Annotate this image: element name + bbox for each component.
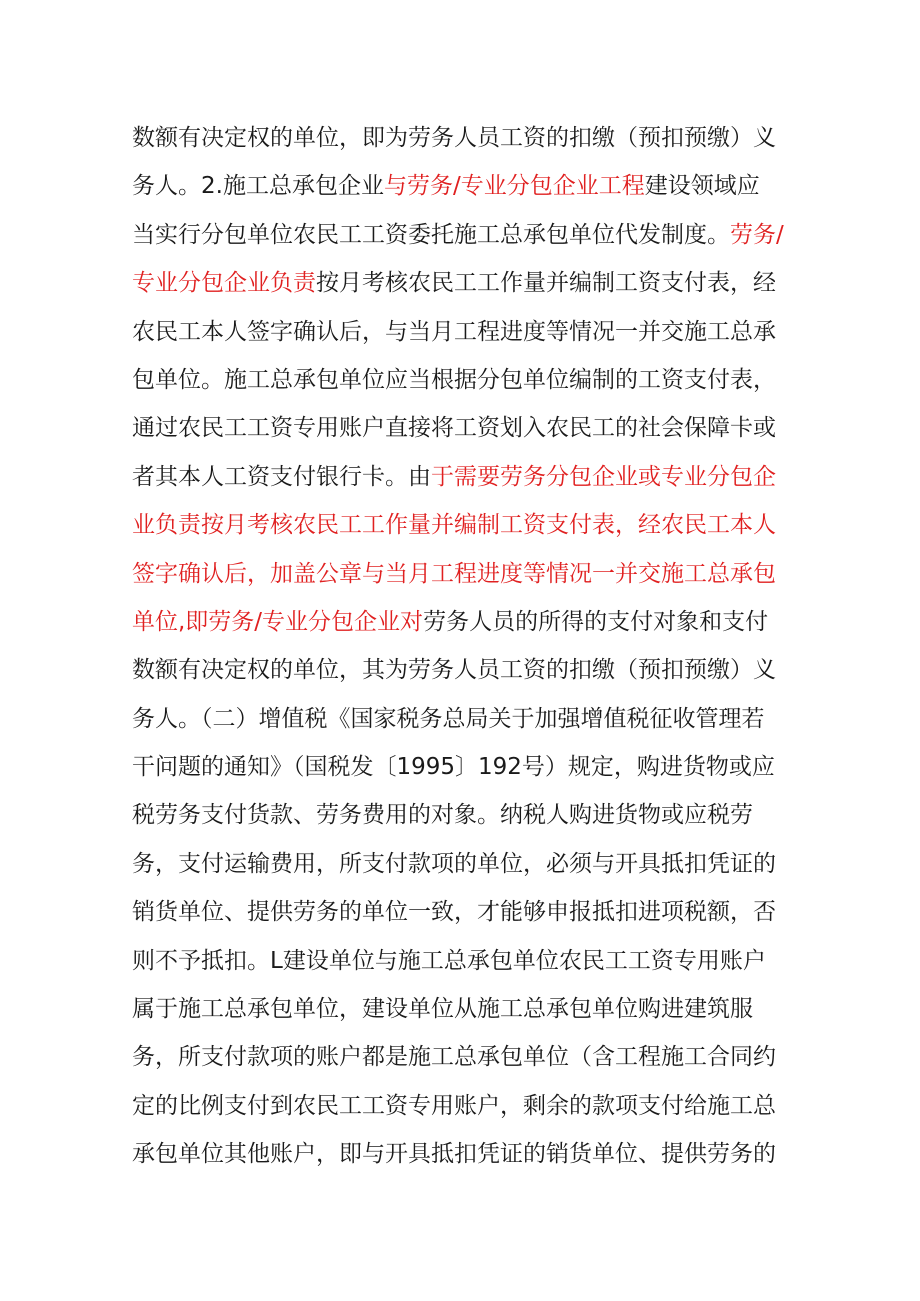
- text-line: [132, 404, 822, 452]
- highlighted-text: 与劳务/专业分包企业工程: [383, 173, 645, 200]
- body-text-segment: 务人。（二）增值税《国家税务总局关于加强增值税征收管理若: [132, 705, 765, 732]
- body-text-segment: 销货单位、提供劳务的单位一致，才能够申报抵扣进项税额，否: [132, 899, 776, 926]
- text-line: [132, 259, 822, 307]
- highlighted-text: 业负责按月考核农民工工作量并编制工资支付表，经农民工本人: [132, 512, 776, 539]
- body-text-segment: 承包单位其他账户，即与开具抵扣凭证的销货单位、提供劳务的: [132, 1141, 776, 1168]
- text-line: [132, 840, 822, 888]
- body-text-segment: 通过农民工工资专用账户直接将工资划入农民工的社会保障卡或: [132, 415, 776, 442]
- text-line: [132, 114, 822, 162]
- text-line: [132, 937, 822, 985]
- text-line: [132, 743, 822, 791]
- highlighted-text: 专业分包企业负责: [132, 270, 316, 297]
- body-text-segment: 当实行分包单位农民工工资委托施工总承包单位代发制度。: [132, 221, 730, 248]
- body-text-segment: 者其本人工资支付银行卡。由: [132, 463, 431, 490]
- body-text-segment: 数额有决定权的单位，即为劳务人员工资的扣缴（预扣预缴）义: [132, 125, 776, 151]
- text-line: [132, 695, 822, 743]
- highlighted-text: 于需要劳务分包企业或专业分包企: [431, 463, 776, 490]
- body-text-segment: 务，支付运输费用，所支付款项的单位，必须与开具抵扣凭证的: [132, 850, 776, 877]
- highlighted-text: 签字确认后，加盖公章与当月工程进度等情况一并交施工总承包: [132, 560, 776, 587]
- body-text: [132, 114, 822, 1179]
- highlighted-text: 单位,即劳务/专业分包企业对: [132, 608, 424, 635]
- text-line: [132, 1082, 822, 1130]
- body-text-segment: 劳务人员的所得的支付对象和支付: [423, 608, 769, 635]
- body-text-segment: 税劳务支付货款、劳务费用的对象。纳税人购进货物或应税劳: [132, 802, 753, 829]
- body-text-segment: 定的比例支付到农民工工资专用账户，剩余的款项支付给施工总: [132, 1092, 776, 1119]
- body-text-segment: 干问题的通知》（国税发〔1995〕192号）规定，购进货物或应: [132, 754, 775, 781]
- body-text-segment: 按月考核农民工工作量并编制工资支付表，经: [316, 270, 776, 297]
- text-line: [132, 453, 822, 501]
- text-line: [132, 501, 822, 549]
- text-line: [132, 1033, 822, 1081]
- body-text-segment: 务，所支付款项的账户都是施工总承包单位（含工程施工合同约: [132, 1044, 776, 1071]
- body-text-segment: 属于施工总承包单位，建设单位从施工总承包单位购进建筑服: [132, 996, 753, 1023]
- text-line: [132, 211, 822, 259]
- body-text-segment: 则不予抵扣。L建设单位与施工总承包单位农民工工资专用账户: [132, 947, 766, 974]
- body-text-segment: 农民工本人签字确认后，与当月工程进度等情况一并交施工总承: [132, 318, 776, 345]
- text-line: [132, 356, 822, 404]
- text-line: [132, 550, 822, 598]
- text-line: [132, 308, 822, 356]
- body-text-segment: 建设领域应: [644, 173, 760, 200]
- body-text-segment: 务人。2.施工总承包企业: [132, 173, 384, 200]
- body-text-segment: 包单位。施工总承包单位应当根据分包单位编制的工资支付表，: [132, 366, 776, 393]
- text-line: [132, 1130, 822, 1178]
- text-line: [132, 598, 822, 646]
- text-line: [132, 646, 822, 694]
- text-line: [132, 888, 822, 936]
- highlighted-text: 劳务/: [730, 221, 784, 248]
- body-text-segment: 数额有决定权的单位，其为劳务人员工资的扣缴（预扣预缴）义: [132, 657, 776, 684]
- text-line: [132, 162, 822, 210]
- text-line: [132, 791, 822, 839]
- text-line: [132, 985, 822, 1033]
